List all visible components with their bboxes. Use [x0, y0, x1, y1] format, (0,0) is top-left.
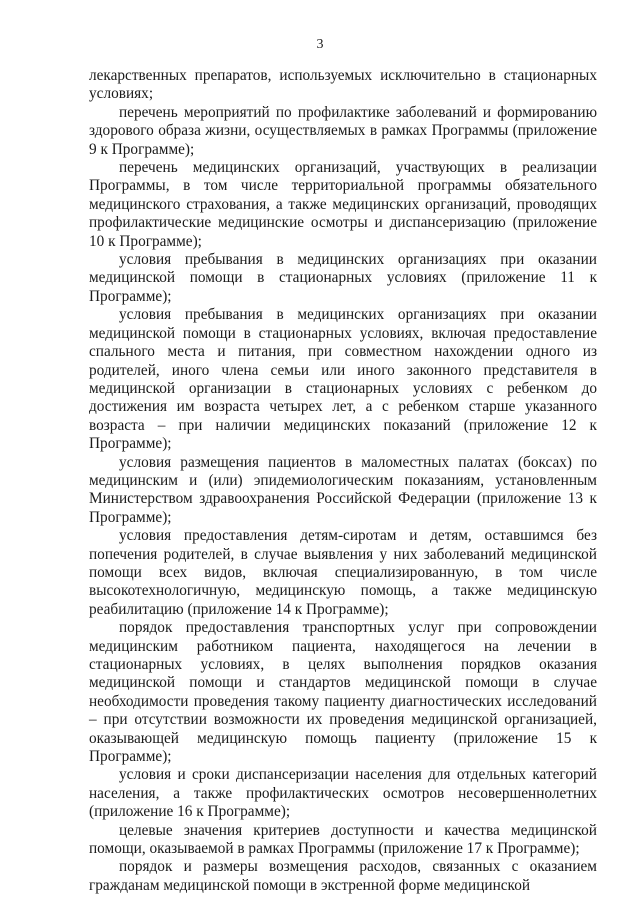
paragraph: условия и сроки диспансеризации населения для отдельных категорий населения, а также профилактических осмотров несовершеннолетних (приложение 16 к Программе); [89, 766, 597, 821]
paragraph: порядок и размеры возмещения расходов, связанных с оказанием гражданам медицинской помощи в экстренной форме медицинской [89, 858, 597, 894]
paragraph: целевые значения критериев доступности и качества медицинской помощи, оказываемой в рамках Программы (приложение 17 к Программе); [89, 821, 597, 858]
page-number: 3 [316, 37, 324, 52]
paragraph: условия предоставления детям-сиротам и детям, оставшимся без попечения родителей, в случае выявления у них заболеваний медицинской помощи всех видов, включая специализированную, в том числе высокотехнологичную, медицинскую помощь, а также медицинскую реабилитацию (приложение 14 к Программе); [89, 527, 597, 618]
paragraph: условия пребывания в медицинских организациях при оказании медицинской помощи в стационарных условиях (приложение 11 к Программе); [89, 251, 597, 305]
paragraph: условия размещения пациентов в маломестных палатах (боксах) по медицинским и (или) эпидемиологическим показаниям, установленным Министерством здравоохранения Российской Федерации (приложение 13 к Программе); [89, 453, 597, 526]
paragraph: перечень медицинских организаций, участвующих в реализации Программы, в том числе территориальной программы обязательного медицинского страхования, а также медицинских организаций, проводящих профилактические медицинские осмотры и диспансеризацию (приложение 10 к Программе); [89, 159, 597, 250]
paragraph: порядок предоставления транспортных услуг при сопровождении медицинским работником пациента, находящегося на лечении в стационарных условиях, в целях выполнения порядков оказания медицинской помощи и стандартов медицинской помощи в случае необходимости проведения такому пациенту диагностических исследований – при отсутствии возможности их проведения медицинской организацией, оказывающей медицинскую помощь пациенту (приложение 15 к Программе); [89, 619, 597, 766]
paragraph-continued: лекарственных препаратов, используемых исключительно в стационарных условиях; [89, 67, 597, 103]
document-body [89, 67, 597, 895]
paragraph: перечень мероприятий по профилактике заболеваний и формированию здорового образа жизни, осуществляемых в рамках Программы (приложение 9 к Программе); [89, 103, 597, 158]
paragraph: условия пребывания в медицинских организациях при оказании медицинской помощи в стационарных условиях, включая предоставление спального места и питания, при совместном нахождении одного из родителей, иного члена семьи или иного законного представителя в медицинской организации в стационарных условиях с ребенком до достижения им возраста четырех лет, а с ребенком старше указанного возраста – при наличии медицинских показаний (приложение 12 к Программе); [89, 306, 597, 453]
